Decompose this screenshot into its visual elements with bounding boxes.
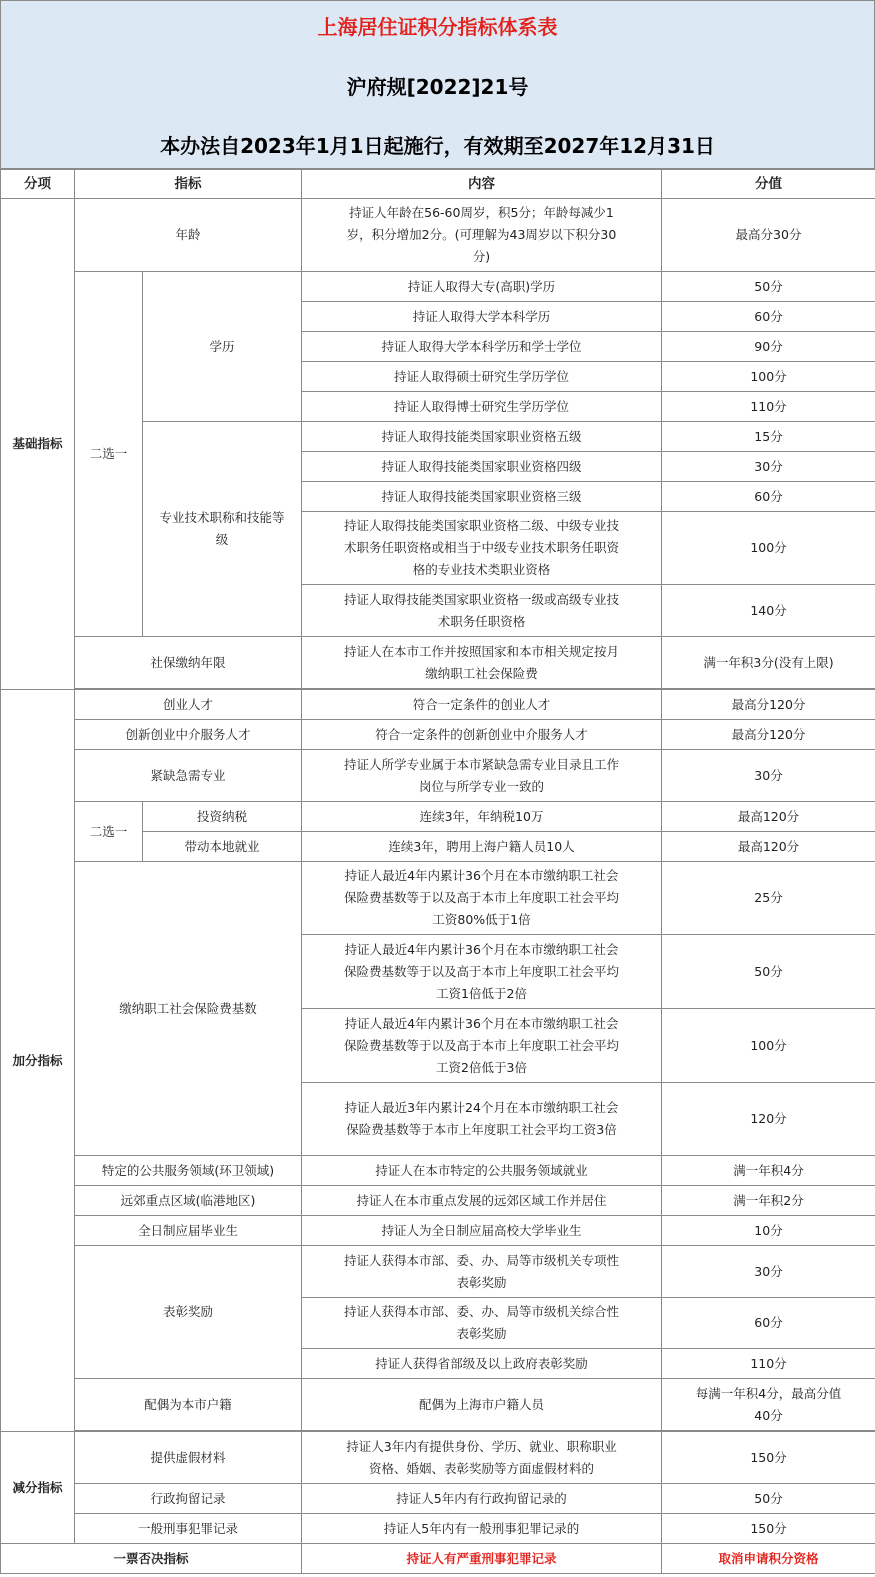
content-cell: 持证人在本市工作并按照国家和本市相关规定按月缴纳职工社会保险费 xyxy=(302,637,662,689)
content-cell: 配偶为上海市户籍人员 xyxy=(302,1379,662,1431)
content-cell: 持证人取得大专(高职)学历 xyxy=(302,272,662,302)
content-cell: 持证人取得技能类国家职业资格三级 xyxy=(302,482,662,512)
regulation-number: 沪府规[2022]21号 xyxy=(346,75,529,99)
score-cell: 150分 xyxy=(662,1432,875,1484)
indicator-cell: 带动本地就业 xyxy=(143,832,302,862)
score-cell: 60分 xyxy=(662,482,875,512)
content-cell: 持证人为全日制应届高校大学毕业生 xyxy=(302,1216,662,1246)
content-cell: 持证人获得本市部、委、办、局等市级机关综合性表彰奖励 xyxy=(302,1298,662,1349)
content-cell: 持证人最近4年内累计36个月在本市缴纳职工社会保险费基数等于以及高于本市上年度职工社会平均工资2倍低于3倍 xyxy=(302,1009,662,1083)
indicator-cell: 投资纳税 xyxy=(143,802,302,832)
table-row xyxy=(1,802,875,832)
validity-statement: 本办法自2023年1月1日起施行，有效期至2027年12月31日 xyxy=(160,134,715,158)
indicator-cell: 年龄 xyxy=(75,199,302,272)
indicator-cell: 缴纳职工社会保险费基数 xyxy=(75,862,302,1156)
score-cell: 50分 xyxy=(662,935,875,1009)
content-cell: 符合一定条件的创新创业中介服务人才 xyxy=(302,720,662,750)
score-cell: 最高120分 xyxy=(662,802,875,832)
indicator-cell: 配偶为本市户籍 xyxy=(75,1379,302,1431)
content-cell: 持证人最近3年内累计24个月在本市缴纳职工社会保险费基数等于本市上年度职工社会平均工资3倍 xyxy=(302,1083,662,1156)
indicator-cell: 远郊重点区域(临港地区) xyxy=(75,1186,302,1216)
table-row xyxy=(1,1432,875,1484)
indicator-cell: 行政拘留记录 xyxy=(75,1484,302,1514)
indicator-cell: 创业人才 xyxy=(75,690,302,720)
score-cell: 15分 xyxy=(662,422,875,452)
score-cell: 100分 xyxy=(662,512,875,585)
content-cell: 持证人取得博士研究生学历学位 xyxy=(302,392,662,422)
score-cell: 90分 xyxy=(662,332,875,362)
score-cell: 满一年积2分 xyxy=(662,1186,875,1216)
score-cell: 10分 xyxy=(662,1216,875,1246)
column-header: 分项 xyxy=(1,169,75,199)
indicator-cell: 专业技术职称和技能等级 xyxy=(143,422,302,637)
table-header-row xyxy=(1,169,875,199)
indicator-cell: 创新创业中介服务人才 xyxy=(75,720,302,750)
score-cell: 60分 xyxy=(662,302,875,332)
indicator-cell: 一般刑事犯罪记录 xyxy=(75,1514,302,1544)
table-row xyxy=(1,1156,875,1186)
content-cell: 持证人在本市重点发展的远郊区域工作并居住 xyxy=(302,1186,662,1216)
content-cell: 持证人年龄在56-60周岁，积5分；年龄每减少1岁，积分增加2分。(可理解为43周岁以下积分30分) xyxy=(302,199,662,272)
table-row xyxy=(1,637,875,689)
score-cell: 最高120分 xyxy=(662,832,875,862)
table-row xyxy=(1,1379,875,1431)
table-row xyxy=(1,1216,875,1246)
section-deduct: 减分指标 xyxy=(1,1432,75,1544)
choose-one-cell: 二选一 xyxy=(75,802,143,862)
content-cell: 持证人有严重刑事犯罪记录 xyxy=(302,1544,662,1574)
table-row xyxy=(1,1186,875,1216)
content-cell: 持证人取得大学本科学历 xyxy=(302,302,662,332)
page-title: 上海居住证积分指标体系表 xyxy=(317,15,558,39)
content-cell: 持证人取得技能类国家职业资格四级 xyxy=(302,452,662,482)
score-cell: 30分 xyxy=(662,1246,875,1298)
content-cell: 持证人所学专业属于本市紧缺急需专业目录且工作岗位与所学专业一致的 xyxy=(302,750,662,802)
content-cell: 持证人3年内有提供身份、学历、就业、职称职业资格、婚姻、表彰奖励等方面虚假材料的 xyxy=(302,1432,662,1484)
table-row xyxy=(1,199,875,272)
content-cell: 符合一定条件的创业人才 xyxy=(302,690,662,720)
column-header: 指标 xyxy=(75,169,302,199)
section-basic: 基础指标 xyxy=(1,199,75,690)
content-cell: 持证人5年内有行政拘留记录的 xyxy=(302,1484,662,1514)
score-cell: 140分 xyxy=(662,585,875,637)
section-veto: 一票否决指标 xyxy=(1,1544,302,1574)
table-row xyxy=(1,1246,875,1298)
score-cell: 25分 xyxy=(662,862,875,935)
content-cell: 持证人取得技能类国家职业资格五级 xyxy=(302,422,662,452)
content-cell: 持证人取得技能类国家职业资格一级或高级专业技术职务任职资格 xyxy=(302,585,662,637)
indicator-cell: 表彰奖励 xyxy=(75,1246,302,1379)
score-cell: 最高分30分 xyxy=(662,199,875,272)
section-bonus: 加分指标 xyxy=(1,690,75,1432)
score-cell: 110分 xyxy=(662,1349,875,1379)
content-cell: 持证人获得本市部、委、办、局等市级机关专项性表彰奖励 xyxy=(302,1246,662,1298)
score-cell: 120分 xyxy=(662,1083,875,1156)
content-cell: 连续3年，聘用上海户籍人员10人 xyxy=(302,832,662,862)
table-row xyxy=(1,1544,875,1574)
score-cell: 50分 xyxy=(662,272,875,302)
content-cell: 持证人取得硕士研究生学历学位 xyxy=(302,362,662,392)
indicator-cell: 学历 xyxy=(143,272,302,422)
score-cell: 30分 xyxy=(662,452,875,482)
score-cell: 50分 xyxy=(662,1484,875,1514)
indicator-cell: 紧缺急需专业 xyxy=(75,750,302,802)
table-header-banner xyxy=(0,0,875,170)
indicator-cell: 社保缴纳年限 xyxy=(75,637,302,689)
content-cell: 连续3年，年纳税10万 xyxy=(302,802,662,832)
content-cell: 持证人最近4年内累计36个月在本市缴纳职工社会保险费基数等于以及高于本市上年度职工社会平均工资1倍低于2倍 xyxy=(302,935,662,1009)
column-header: 分值 xyxy=(662,169,875,199)
score-cell: 最高分120分 xyxy=(662,720,875,750)
table-row xyxy=(1,1484,875,1514)
score-cell: 100分 xyxy=(662,1009,875,1083)
table-row xyxy=(1,1514,875,1544)
content-cell: 持证人5年内有一般刑事犯罪记录的 xyxy=(302,1514,662,1544)
choose-one-cell: 二选一 xyxy=(75,272,143,637)
score-cell: 110分 xyxy=(662,392,875,422)
points-table xyxy=(0,168,875,1574)
content-cell: 持证人最近4年内累计36个月在本市缴纳职工社会保险费基数等于以及高于本市上年度职工社会平均工资80%低于1倍 xyxy=(302,862,662,935)
table-row xyxy=(1,750,875,802)
content-cell: 持证人取得技能类国家职业资格二级、中级专业技术职务任职资格或相当于中级专业技术职务任职资格的专业技术类职业资格 xyxy=(302,512,662,585)
score-cell: 每满一年积4分，最高分值40分 xyxy=(662,1379,875,1431)
indicator-cell: 提供虚假材料 xyxy=(75,1432,302,1484)
column-header: 内容 xyxy=(302,169,662,199)
indicator-cell: 特定的公共服务领域(环卫领域) xyxy=(75,1156,302,1186)
table-row xyxy=(1,690,875,720)
score-cell: 30分 xyxy=(662,750,875,802)
content-cell: 持证人在本市特定的公共服务领域就业 xyxy=(302,1156,662,1186)
indicator-cell: 全日制应届毕业生 xyxy=(75,1216,302,1246)
score-cell: 满一年积4分 xyxy=(662,1156,875,1186)
score-cell: 取消申请积分资格 xyxy=(662,1544,875,1574)
score-cell: 100分 xyxy=(662,362,875,392)
content-cell: 持证人获得省部级及以上政府表彰奖励 xyxy=(302,1349,662,1379)
table-row xyxy=(1,272,875,302)
content-cell: 持证人取得大学本科学历和学士学位 xyxy=(302,332,662,362)
score-cell: 最高分120分 xyxy=(662,690,875,720)
score-cell: 满一年积3分(没有上限) xyxy=(662,637,875,689)
score-cell: 60分 xyxy=(662,1298,875,1349)
table-row xyxy=(1,720,875,750)
score-cell: 150分 xyxy=(662,1514,875,1544)
table-row xyxy=(1,862,875,935)
